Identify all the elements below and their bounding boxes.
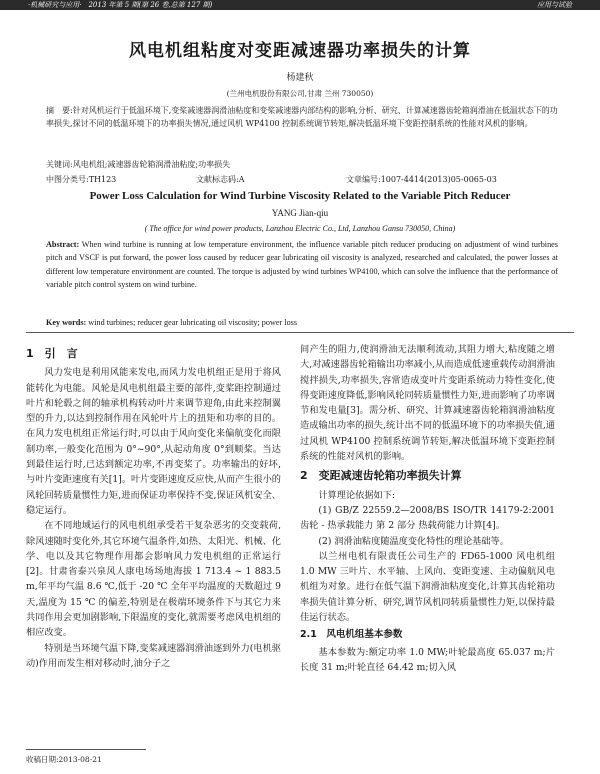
abstract-en-text: When wind turbine is running at low temperature environment, the influence variable pitch reducer producing on adjustment of wind turbines pitch and VSCF is put forward, the power loss caused by reducer gear lubricating oil viscosity is analyzed, researched and calculated, the power losses at different low temperature environment are counted. The torque is adjusted by wind turbines WP4100, which can solve the influence that the performance of variable pitch control system on wind turbine. [46,240,558,289]
running-head [28,0,572,10]
right-column [300,342,555,675]
section-2-paragraph: 以兰州电机有限责任公司生产的 FD65-1000 风电机组 1.0 MW 三叶片、水平轴、上风向、变距变速、主动偏航风电机组为对象。进行在低气温下润滑油粘度变化,计算其齿轮箱功率损失值计算分析、研究,调节风机同转质量惯性力矩,以保持最佳运行状态。 [300,550,555,624]
title-en: Power Loss Calculation for Wind Turbine Viscosity Related to the Variable Pitch Reducer [89,190,511,202]
footnote-rule [26,749,146,750]
section-2-intro: 计算理论依据如下: [318,489,395,501]
affiliation-en: ( The office for wind power products, Lanzhou Electric Co., Ltd, Lanzhou Gansu 730050, China) [144,224,456,233]
section-2-item-1: (1) GB/Z 22559.2—2008/BS ISO/TR 14179-2:2001 齿轮 - 热承载能力 第 2 部分 热载荷能力计算[4]。 [300,504,555,532]
affiliation-cn: (兰州电机股份有限公司,甘肃 兰州 730050) [226,89,374,98]
title-cn: 风电机组粘度对变距减速器功率损失的计算 [129,41,471,61]
keywords-en-text: wind turbines; reducer gear lubricating oil viscosity; power loss [86,318,298,327]
author-en: YANG Jian-qiu [271,208,329,218]
abstract-en-label: Abstract: [46,240,80,249]
running-head-section: 应用与试验 [537,1,572,9]
author-cn: 杨建秋 [286,73,314,83]
running-head-journal: ·机械研究与应用· 2013 年第 5 期(第 26 卷,总第 127 期) [28,1,213,9]
section-2-1-paragraph: 基本参数为:额定功率 1.0 MW;叶轮最高度 65.037 m;片长度 31 m;叶轮直径 64.42 m;切入风 [300,646,555,673]
abstract-cn: 摘 要:针对风机运行于低温环境下,变桨减速器润滑油粘度和变桨减速器内部结构的影响,分析、研究、计算减速器齿轮箱润滑油在低温状态下的功率损失,探讨不同的低温环境下的功率损失情况,通过风机 WP4100 控制系统调节转矩,解决低温环境下变距控制系统的性能对风机的影响。 [46,106,558,128]
footnote: 收稿日期:2013-08-21 [26,755,102,764]
section-1-paragraph-2: 在不同地域运行的风电机组承受若干复杂恶劣的交变载荷,除风速随时变化外,其它环境气温条件,如热、太阳光、机械、化学、电以及其它物理作用都会影响风力发电机组的正常运行[2]。甘肃省泰兴泉风人康电场场地海拔 1 713.4 ~ 1 883.5 m,年平均气温 8.6 ℃,低于 -20 ℃ 全年平均温度的天数超过 9 天,温度为 15 ℃ 的偏差,特别是在极端环境条件下与其它力来共同作用会更加剧影响,下限温度的变化,就需要考虑风电机组的相应改变。 [26,520,281,639]
abstract-en [46,238,558,291]
keywords-cn: 关键词:风电机组;减速器齿轮箱润滑油粘度;功率损失 [46,160,231,169]
section-2-heading: 2 变距减速齿轮箱功率损失计算 [300,469,462,483]
class-no: 中图分类号:TH123 [46,175,117,184]
classification-line [46,174,558,185]
section-2-item-2: (2) 润滑油粘度随温度变化特性的理论基础等。 [318,535,509,547]
left-column [26,342,281,671]
section-1-paragraph-3: 特别是当环境气温下降,变桨减速器润滑油逐到外力(电机驱动)作用而发生相对移动时,油分子之 [26,642,281,669]
header-rule [26,332,574,333]
section-2-1-heading: 2.1 风电机组基本参数 [300,629,403,641]
section-1-paragraph-1: 风力发电是利用风能来发电,而风力发电机组正是用于将风能转化为电能。风轮是风电机组最主要的部件,变桨距控制通过叶片和轮毂之间的轴承机构转动叶片来调节迎角,由此来控制翼型的升力,以达到控制作用在风轮叶片上的扭矩和功率的目的。在风力发电机组正常运行时,可以由于风向变化来偏航变化而限制功率,一般变化范围为 0°~90°,从起动角度 0°到顺桨。当达到最佳运行时,已达到额定功率,不再变桨了。功率输出的好坏,与叶片变距速度有关[1]。叶片变距速度反应快,从而产生很小的风轮回转质量惯性力矩,进而保证功率保持不变,保证风机安全、稳定运行。 [26,367,281,516]
article-no: 文章编号:1007-4414(2013)05-0065-03 [346,175,497,184]
keywords-en-label: Key words: [46,318,87,327]
continued-paragraph: 间产生的阻力,使润滑油无法顺利流动,其阻力增大,粘度随之增大,对减速器齿轮箱输出功率减小,从而造成低速重载传动润滑油搅拌损失,功率损失,容常造成变叶片变距系统动力特性变化,使得变距速度降低,影响风轮同转质量惯性力矩,进而影响了功率调节和发电量[3]。需分析、研究、计算减速器齿轮箱润滑油粘度造成输出功率的损失,统计出不同的低温环境下的功率损失值,通过风机 WP4100 控制系统调节转矩,解决低温环境下变距控制系统的性能对风机的影响。 [300,344,555,463]
section-1-heading: 1 引 言 [26,347,78,360]
keywords-en [46,318,558,327]
doc-code: 文献标志码:A [196,175,245,184]
